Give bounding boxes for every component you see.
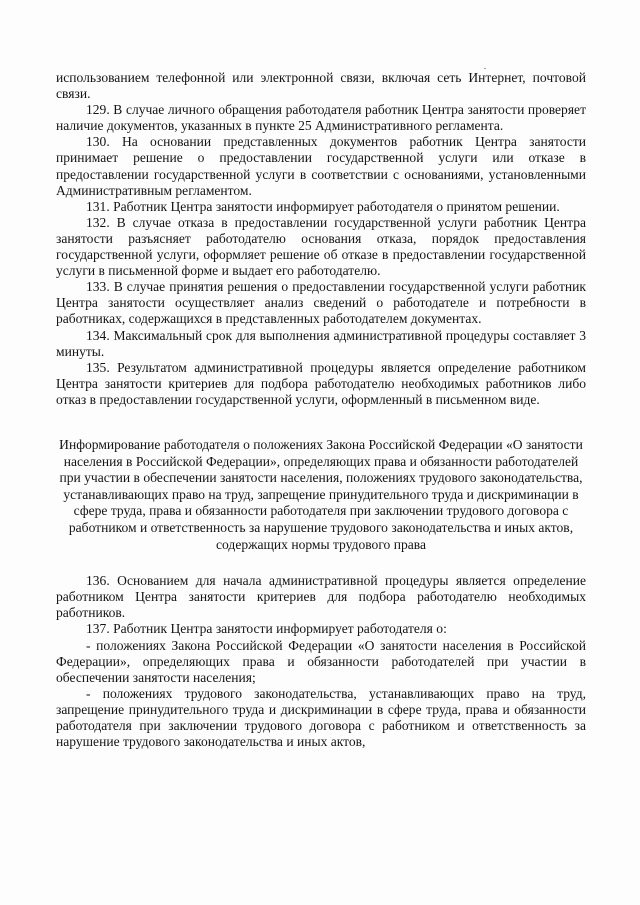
paragraph-134: 134. Максимальный срок для выполнения административной процедуры составляет 3 минуты. [56,327,586,359]
paragraph-130: 130. На основании представленных документов работник Центра занятости принимает решение о предоставлении государственной услуги или отказе в предоставлении государственной услуги в соответствии с основаниями, установленными Административным регламентом. [56,134,586,198]
paragraph-132: 132. В случае отказа в предоставлении государственной услуги работник Центра занятости разъясняет работодателю основания отказа, порядок предоставления государственной услуги, оформляет решение об отказе в предоставлении государственной услуги в письменной форме и выдает его работодателю. [56,214,586,279]
list-item-labor-law: - положениях трудового законодательства, устанавливающих право на труд, запрещение принудительного труда и дискриминации в сфере труда, права и обязанности работодателя при заключении трудового договора с работником и ответственность за нарушение трудового законодательства и иных актов, [56,685,586,750]
paragraph-137: 137. Работник Центра занятости информирует работодателя о: [86,621,447,637]
paragraph-135: 135. Результатом административной процедуры является определение работником Центра занятости критериев для подбора работодателю необходимых работников либо отказ в предоставлении государственной услуги, оформленный в письменном виде. [56,359,586,407]
paragraph-129: 129. В случае личного обращения работодателя работник Центра занятости проверяет наличие документов, указанных в пункте 25 Административного регламента. [56,102,586,134]
body-before-heading [56,70,586,408]
paragraph-continuation: использованием телефонной или электронной связи, включая сеть Интернет, почтовой связи. [56,70,586,102]
scan-speck [484,68,486,69]
paragraph-136: 136. Основанием для начала административной процедуры является определение работником Центра занятости критериев для подбора работодателю необходимых работников. [56,573,586,621]
body-after-heading [56,573,586,750]
paragraph-133: 133. В случае принятия решения о предоставлении государственной услуги работник Центра занятости осуществляет анализ сведений о работодателе и потребности в работниках, содержащихся в представленных работодателем документах. [56,279,586,327]
section-heading: Информирование работодателя о положениях Закона Российской Федерации «О занятости населения в Российской Федерации», определяющих права и обязанности работодателей при участии в обеспечении занятости населения, положениях трудового законодательства, устанавливающих право на труд, запрещение принудительного труда и дискриминации в сфере труда, права и обязанности работодателя при заключении трудового договора с работником и ответственность за нарушение трудового законодательства и иных актов, содержащих нормы трудового права [59,436,583,552]
paragraph-131: 131. Работник Центра занятости информирует работодателя о принятом решении. [86,198,560,214]
list-item-employment-law: - положениях Закона Российской Федерации «О занятости населения в Российской Федерации», определяющих права и обязанности работодателей при участии в обеспечении занятости населения; [56,637,586,685]
